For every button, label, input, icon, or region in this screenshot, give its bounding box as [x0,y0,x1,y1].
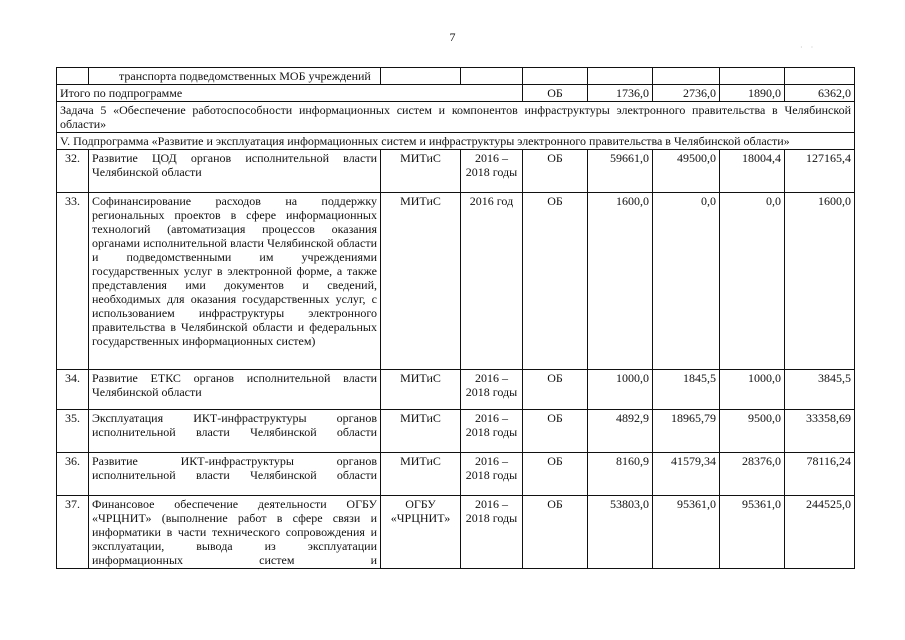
row-number: 34. [57,370,89,410]
period: 2016 – 2018 годы [461,453,523,496]
value-2018: 9500,0 [720,410,785,453]
row-number: 37. [57,496,89,569]
measure-name: Развитие ИКТ-инфраструктуры органов исполнительной власти Челябинской области [89,453,381,496]
total-label: Итого по подпрограмме [57,85,523,102]
value-2016: 53803,0 [588,496,653,569]
value-2018: 0,0 [720,193,785,370]
subprogram-heading-row [57,133,855,150]
value-total: 127165,4 [785,150,855,193]
measure-name: Финансовое обеспечение деятельности ОГБУ «ЧРЦНИТ» (выполнение работ в сфере связи и информатики в части технического сопровождения и эксплуатации, вывода из эксплуатации информационных систем и [89,496,381,569]
total-2018: 1890,0 [720,85,785,102]
value-2018: 18004,4 [720,150,785,193]
total-2016: 1736,0 [588,85,653,102]
funding-source: ОБ [523,496,588,569]
value-total: 244525,0 [785,496,855,569]
value-2017: 95361,0 [653,496,720,569]
total-sum: 6362,0 [785,85,855,102]
table-row [57,150,855,193]
scan-mark: · · [800,43,817,52]
funding-source: ОБ [523,370,588,410]
continuation-name: транспорта подведомственных МОБ учреждений [89,68,381,85]
measure-name: Развитие ЦОД органов исполнительной власти Челябинской области [89,150,381,193]
measure-name: Развитие ЕТКС органов исполнительной власти Челябинской области [89,370,381,410]
subprogram-total-row [57,85,855,102]
row-number: 35. [57,410,89,453]
funding-source: ОБ [523,193,588,370]
executor: ОГБУ «ЧРЦНИТ» [381,496,461,569]
table-row [57,370,855,410]
value-2016: 59661,0 [588,150,653,193]
value-2016: 8160,9 [588,453,653,496]
period: 2016 год [461,193,523,370]
executor: МИТиС [381,150,461,193]
value-2018: 28376,0 [720,453,785,496]
measure-name: Эксплуатация ИКТ-инфраструктуры органов исполнительной власти Челябинской области [89,410,381,453]
table-row [57,193,855,370]
period: 2016 – 2018 годы [461,496,523,569]
page-number: 7 [449,30,456,44]
executor: МИТиС [381,410,461,453]
measure-name: Софинансирование расходов на поддержку региональных проектов в сфере информационных технологий (автоматизация процессов оказания органами исполнительной власти Челябинской области и подведомственными им учреждениями государственных услуг в электронной форме, а также представления ими документов и сведений, необходимых для оказания государственных услуг, с использованием инфраструктуры электронного правительства в Челябинской области и федеральных государственных информационных систем) [89,193,381,370]
subprogram-heading: V. Подпрограмма «Развитие и эксплуатация информационных систем и инфраструктуры электронного правительства в Челябинской области» [57,133,855,150]
value-2018: 1000,0 [720,370,785,410]
executor: МИТиС [381,193,461,370]
value-2017: 18965,79 [653,410,720,453]
funding-source: ОБ [523,150,588,193]
table-row [57,453,855,496]
value-2017: 49500,0 [653,150,720,193]
value-2017: 1845,5 [653,370,720,410]
period: 2016 – 2018 годы [461,370,523,410]
row-number: 33. [57,193,89,370]
period: 2016 – 2018 годы [461,410,523,453]
value-total: 3845,5 [785,370,855,410]
executor: МИТиС [381,370,461,410]
value-total: 1600,0 [785,193,855,370]
period: 2016 – 2018 годы [461,150,523,193]
continuation-row [57,68,855,85]
total-source: ОБ [523,85,588,102]
table-row [57,496,855,569]
row-number: 36. [57,453,89,496]
table-row [57,410,855,453]
value-2017: 0,0 [653,193,720,370]
total-2017: 2736,0 [653,85,720,102]
row-number: 32. [57,150,89,193]
value-total: 33358,69 [785,410,855,453]
funding-source: ОБ [523,453,588,496]
task-heading-row [57,102,855,133]
value-2016: 1000,0 [588,370,653,410]
value-total: 78116,24 [785,453,855,496]
value-2018: 95361,0 [720,496,785,569]
value-2016: 1600,0 [588,193,653,370]
value-2017: 41579,34 [653,453,720,496]
value-2016: 4892,9 [588,410,653,453]
program-table [56,67,855,569]
executor: МИТиС [381,453,461,496]
funding-source: ОБ [523,410,588,453]
task-heading: Задача 5 «Обеспечение работоспособности информационных систем и компонентов инфраструктуры электронного правительства в Челябинской области» [57,102,855,133]
